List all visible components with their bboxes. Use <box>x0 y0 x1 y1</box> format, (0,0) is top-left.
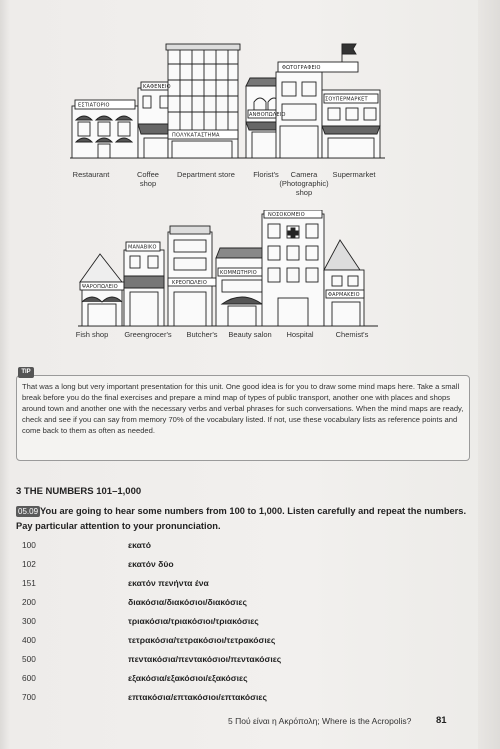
caption-department-store: Department store <box>177 170 235 179</box>
number-greek: πεντακόσια/πεντακόσιοι/πεντακόσιες <box>128 654 282 664</box>
caption-supermarket: Supermarket <box>332 170 376 179</box>
number-greek: εξακόσια/εξακόσιοι/εξακόσιες <box>128 673 248 683</box>
shops-illustration-bottom <box>78 210 378 330</box>
caption-chemist: Chemist's <box>335 330 369 339</box>
sign-butcher: ΚΡΕΟΠΩΛΕΙΟ <box>172 280 207 286</box>
number-value: 500 <box>22 654 36 664</box>
number-value: 151 <box>22 578 36 588</box>
audio-track-badge: 05.09 <box>18 507 39 516</box>
number-greek: επτακόσια/επτακόσιοι/επτακόσιες <box>128 692 267 702</box>
exercise-instruction: You are going to hear some numbers from 100 to 1,000. Listen carefully and repeat the numbers. Pay particular attention to your pronunciation. <box>16 506 467 531</box>
shops-illustration-top <box>70 42 385 162</box>
number-value: 700 <box>22 692 36 702</box>
number-value: 400 <box>22 635 36 645</box>
page-number: 81 <box>436 715 447 726</box>
number-value: 200 <box>22 597 36 607</box>
sign-department-store: ΠΟΛΥΚΑΤΑΣΤΗΜΑ <box>172 132 220 139</box>
number-greek: εκατόν πενήντα ένα <box>128 578 209 588</box>
caption-cafe: Coffee shop <box>137 170 159 188</box>
page-edge <box>478 0 500 749</box>
tip-label: TIP <box>18 367 34 378</box>
sign-beauty-salon: ΚΟΜΜΩΤΗΡΙΟ <box>220 270 257 276</box>
caption-greengrocer: Greengrocer's <box>124 330 172 339</box>
sign-hospital: ΝΟΣΟΚΟΜΕΙΟ <box>268 212 305 218</box>
sign-cafe: ΚΑΦΕΝΕΙΟ <box>143 84 171 90</box>
sign-florist: ΑΝΘΟΠΩΛΕΙΟ <box>249 112 286 118</box>
chapter-footer: 5 Πού είναι η Ακρόπολη; Where is the Acropolis? <box>228 716 412 726</box>
number-value: 600 <box>22 673 36 683</box>
number-greek: εκατόν δύο <box>128 559 174 569</box>
caption-florist: Florist's <box>253 170 279 179</box>
number-greek: τριακόσια/τριακόσιοι/τριακόσιες <box>128 616 259 626</box>
number-value: 100 <box>22 540 36 550</box>
caption-restaurant: Restaurant <box>72 170 110 179</box>
sign-camera-shop: ΦΩΤΟΓΡΑΦΕΙΟ <box>282 65 321 71</box>
number-greek: εκατό <box>128 540 151 550</box>
number-greek: διακόσια/διακόσιοι/διακόσιες <box>128 597 247 607</box>
section-title: 3 THE NUMBERS 101–1,000 <box>16 486 142 497</box>
caption-hospital: Hospital <box>286 330 314 339</box>
sign-fish-shop: ΨΑΡΟΠΩΛΕΙΟ <box>82 284 118 290</box>
sign-restaurant: ΕΣΤΙΑΤΟΡΙΟ <box>78 102 110 109</box>
caption-butcher: Butcher's <box>186 330 218 339</box>
sign-chemist: ΦΑΡΜΑΚΕΙΟ <box>328 292 360 298</box>
caption-camera-shop: Camera (Photographic) shop <box>279 170 329 197</box>
number-value: 300 <box>22 616 36 626</box>
caption-beauty-salon: Beauty salon <box>228 330 272 339</box>
number-greek: τετρακόσια/τετρακόσιοι/τετρακόσιες <box>128 635 276 645</box>
number-value: 102 <box>22 559 36 569</box>
sign-greengrocer: ΜΑΝΑΒΙΚΟ <box>128 244 157 251</box>
tip-text: That was a long but very important presentation for this unit. One good idea is for you to draw some mind maps here. Take a small break before you do the final exercises and prepare a mind map of types of public transport, another one with places and shops around town and another one with the necessary verbs and verbal phrases for such conversations. When the mind maps are ready, check and see if you can say from memory 70% of the vocabulary listed. If not, use these vocabulary lists as reference points and come back to them as often as needed. <box>22 382 464 436</box>
sign-supermarket: ΣΟΥΠΕΡΜΑΡΚΕΤ <box>325 96 368 103</box>
caption-fish-shop: Fish shop <box>75 330 109 339</box>
